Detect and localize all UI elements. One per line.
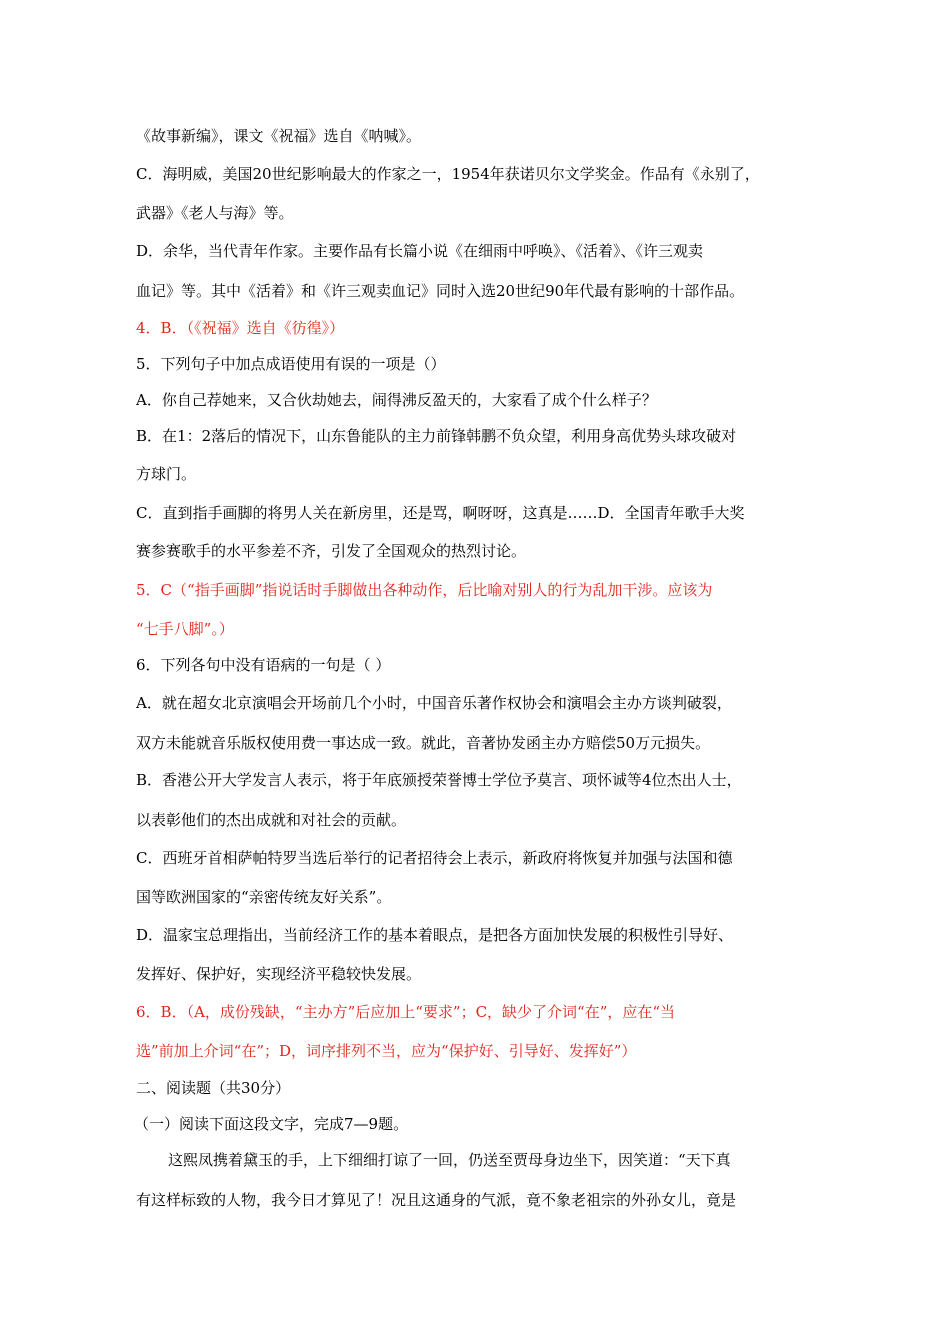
passage-line-2: 有这样标致的人物，我今日才算见了！况且这通身的气派，竟不象老祖宗的外孙女儿，竟是 <box>136 1191 737 1209</box>
reading-instruction: （一）阅读下面这段文字，完成7—9题。 <box>134 1115 409 1133</box>
section-heading-reading: 二、阅读题（共30分） <box>136 1079 291 1097</box>
question-6-option-d: D．温家宝总理指出，当前经济工作的基本着眼点，是把各方面加快发展的积极性引导好、 <box>136 926 734 944</box>
question-6-option-a-cont: 双方未能就音乐版权使用费一事达成一致。就此，音著协发函主办方赔偿50万元损失。 <box>136 734 711 752</box>
question-5-title: 5．下列句子中加点成语使用有误的一项是（） <box>136 355 446 373</box>
question-6-option-b-cont: 以表彰他们的杰出成就和对社会的贡献。 <box>136 811 407 829</box>
question-5-option-a: A．你自己荐她来，又合伙劫她去，闹得沸反盈天的，大家看了成个什么样子？ <box>136 391 657 409</box>
question-6-option-b: B．香港公开大学发言人表示，将于年底颁授荣誉博士学位予莫言、项怀诚等4位杰出人士， <box>136 771 742 789</box>
question-5-option-b: B．在1：2落后的情况下，山东鲁能队的主力前锋韩鹏不负众望，利用身高优势头球攻破对 <box>136 427 737 445</box>
question-6-title: 6．下列各句中没有语病的一句是（ ） <box>136 656 391 674</box>
question-6-option-d-cont: 发挥好、保护好，实现经济平稳较快发展。 <box>136 965 422 983</box>
passage-line-1: 这熙凤携着黛玉的手，上下细细打谅了一回，仍送至贾母身边坐下，因笑道：“天下真 <box>168 1151 731 1169</box>
question-5-option-c: C．直到指手画脚的将男人关在新房里，还是骂，啊呀呀，这真是……D．全国青年歌手大奖 <box>136 504 745 522</box>
question-6-option-a: A．就在超女北京演唱会开场前几个小时，中国音乐著作权协会和演唱会主办方谈判破裂， <box>136 694 732 712</box>
question-5-option-b-cont: 方球门。 <box>136 465 197 483</box>
question-5-option-d-cont: 赛参赛歌手的水平参差不齐，引发了全国观众的热烈讨论。 <box>136 542 527 560</box>
question-6-option-c: C．西班牙首相萨帕特罗当选后举行的记者招待会上表示，新政府将恢复并加强与法国和德 <box>136 849 733 867</box>
text-line-1: 《故事新编》，课文《祝福》选自《呐喊》。 <box>136 127 422 145</box>
answer-line-6a: 6．B．（A，成份残缺，“主办方”后应加上“要求”；C，缺少了介词“在”，应在“当 <box>136 1003 676 1021</box>
text-line-2: C．海明威，美国20世纪影响最大的作家之一，1954年获诺贝尔文学奖金。作品有《永别了， <box>136 165 760 183</box>
text-line-5: 血记》等。其中《活着》和《许三观卖血记》同时入选20世纪90年代最有影响的十部作品。 <box>136 282 745 300</box>
text-line-3: 武器》《老人与海》等。 <box>136 204 294 222</box>
answer-line-4: 4．B．（《祝福》选自《彷徨》） <box>136 319 345 337</box>
text-line-4: D．余华，当代青年作家。主要作品有长篇小说《在细雨中呼唤》、《活着》、《许三观卖 <box>136 242 704 260</box>
answer-line-5a: 5．C（“指手画脚”指说话时手脚做出各种动作，后比喻对别人的行为乱加干涉。应该为 <box>136 581 713 599</box>
question-6-option-c-cont: 国等欧洲国家的“亲密传统友好关系”。 <box>136 888 392 906</box>
answer-line-5b: “七手八脚”。） <box>136 620 234 638</box>
answer-line-6b: 选”前加上介词“在”；D，词序排列不当，应为“保护好、引导好、发挥好”） <box>136 1042 637 1060</box>
